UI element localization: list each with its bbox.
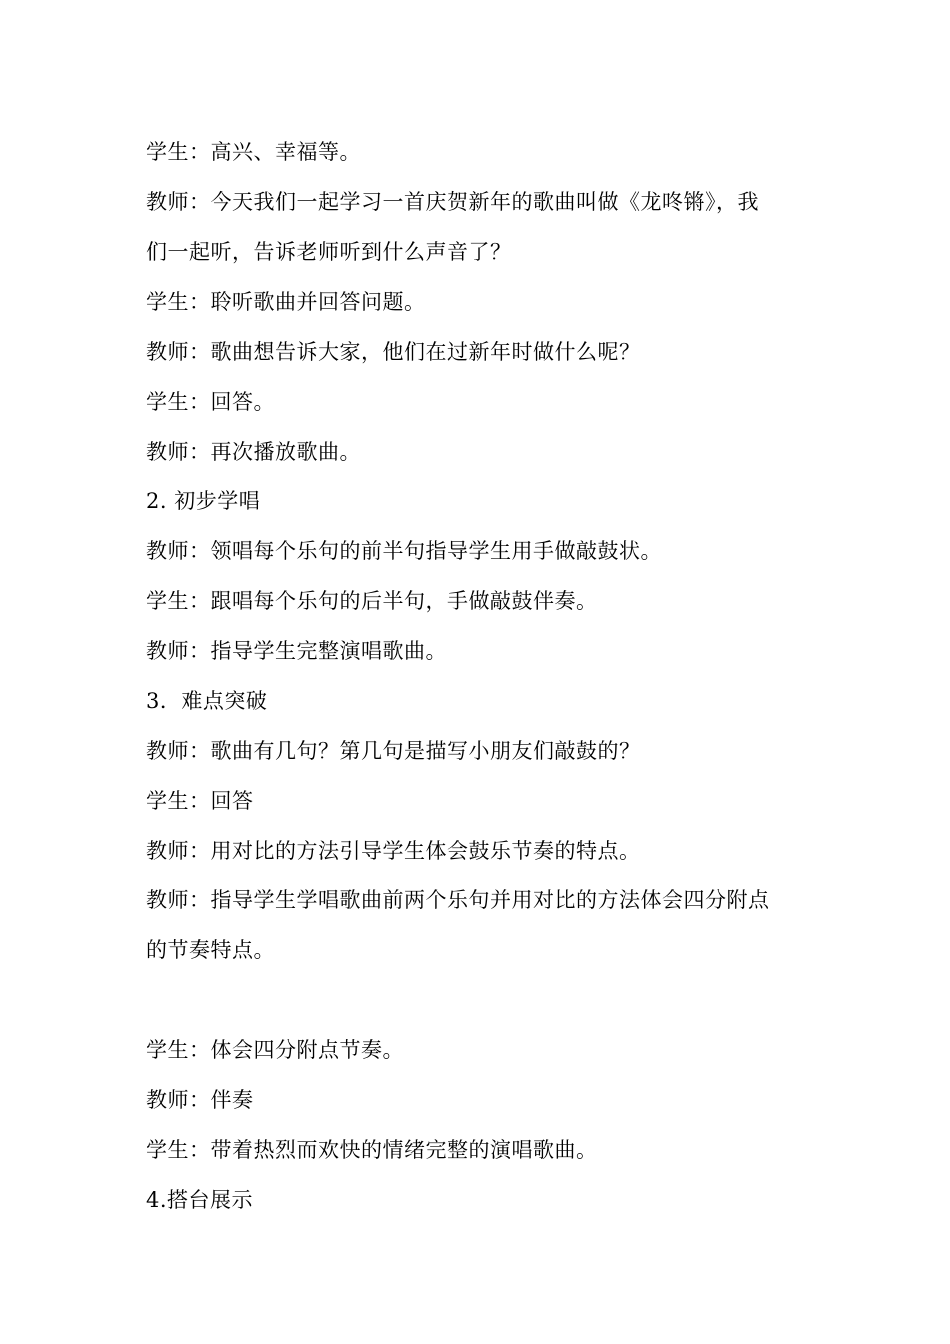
text-line: 学生：回答。: [146, 390, 275, 414]
text-line: 教师：歌曲想告诉大家，他们在过新年时做什么呢？: [146, 340, 641, 364]
text-line: 学生：聆听歌曲并回答问题。: [146, 290, 426, 314]
text-line: 教师：今天我们一起学习一首庆贺新年的歌曲叫做《龙咚锵》，我: [146, 190, 759, 214]
text-line: 学生：体会四分附点节奏。: [146, 1038, 404, 1062]
text-line: 学生：回答: [146, 789, 254, 813]
text-line: 教师：指导学生完整演唱歌曲。: [146, 639, 447, 663]
text-line: 学生：跟唱每个乐句的后半句，手做敲鼓伴奏。: [146, 589, 598, 613]
text-line: 学生：带着热烈而欢快的情绪完整的演唱歌曲。: [146, 1138, 598, 1162]
text-line: 教师：再次播放歌曲。: [146, 440, 361, 464]
text-line: 教师：歌曲有几句？第几句是描写小朋友们敲鼓的？: [146, 739, 641, 763]
text-line: 教师：伴奏: [146, 1088, 254, 1112]
text-line: 教师：指导学生学唱歌曲前两个乐句并用对比的方法体会四分附点: [146, 888, 770, 912]
text-line: 教师：领唱每个乐句的前半句指导学生用手做敲鼓状。: [146, 539, 662, 563]
text-line: 学生：高兴、幸福等。: [146, 140, 361, 164]
section-heading: 3．难点突破: [146, 689, 268, 713]
text-line: 的节奏特点。: [146, 938, 275, 962]
section-heading: 4.搭台展示: [146, 1188, 254, 1212]
text-line: 们一起听，告诉老师听到什么声音了？: [146, 240, 512, 264]
text-line: 教师：用对比的方法引导学生体会鼓乐节奏的特点。: [146, 839, 641, 863]
section-heading: 2. 初步学唱: [146, 489, 261, 513]
